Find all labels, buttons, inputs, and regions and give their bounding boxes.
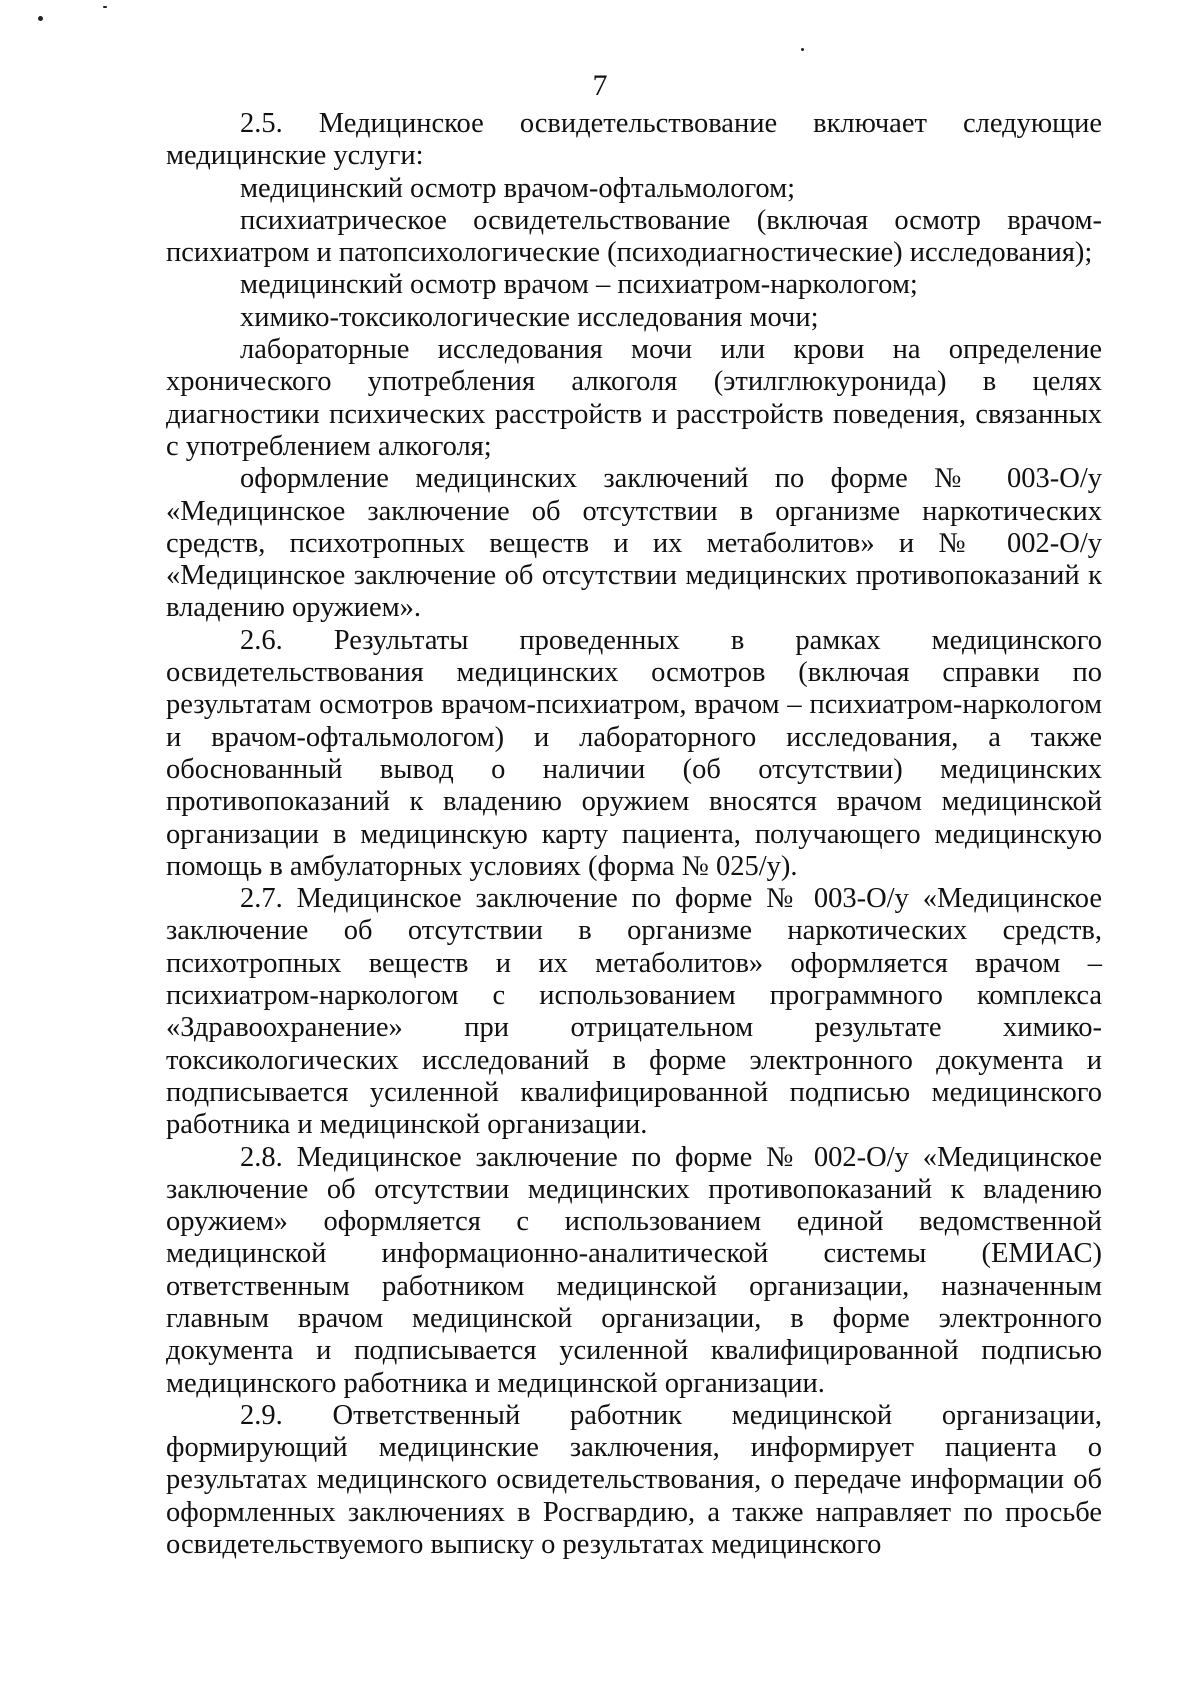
paragraph-2-7: 2.7. Медицинское заключение по форме № 003-О/у «Медицинское заключение об отсутствии в организме наркотических средств, психотропных веществ и их метаболитов» оформляется врачом – психиатром-наркологом с использованием программного комплекса «Здравоохранение» при отрицательном результате химико-токсикологических исследований в форме электронного документа и подписывается усиленной квалифицированной подписью медицинского работника и медицинской организации. (166, 883, 1102, 1141)
page-number: 7 (592, 69, 608, 102)
scan-speck (801, 48, 804, 51)
list-item-psychiatric-exam: психиатрическое освидетельствование (включая осмотр врачом-психиатром и патопсихологические (психодиагностические) исследования); (166, 204, 1102, 269)
paragraph-2-6: 2.6. Результаты проведенных в рамках медицинского освидетельствования медицинских осмотров (включая справки по результатам осмотров врачом-психиатром, врачом – психиатром-наркологом и врачом-офтальмологом) и лабораторного исследования, а также обоснованный вывод о наличии (об отсутствии) медицинских противопоказаний к владению оружием вносятся врачом медицинской организации в медицинскую карту пациента, получающего медицинскую помощь в амбулаторных условиях (форма № 025/у). (166, 624, 1102, 882)
scan-speck (38, 16, 43, 21)
list-item-urine-toxicology: химико-токсикологические исследования мочи; (240, 301, 819, 333)
document-body (166, 108, 1102, 1561)
list-item-certificates: оформление медицинских заключений по форме № 003-О/у «Медицинское заключение об отсутствии в организме наркотических средств, психотропных веществ и их метаболитов» и № 002-О/у «Медицинское заключение об отсутствии медицинских противопоказаний к владению оружием». (166, 463, 1102, 624)
paragraph-2-9: 2.9. Ответственный работник медицинской организации, формирующий медицинские заключения, информирует пациента о результатах медицинского освидетельствования, о передаче информации об оформленных заключениях в Росгвардию, а также направляет по просьбе освидетельствуемого выписку о результатах медицинского (166, 1399, 1102, 1561)
list-item-ophthalmologist-exam: медицинский осмотр врачом-офтальмологом; (240, 172, 796, 204)
paragraph-2-5: 2.5. Медицинское освидетельствование включает следующие медицинские услуги: (166, 108, 1102, 172)
list-item-narcologist-exam: медицинский осмотр врачом – психиатром-наркологом; (240, 269, 918, 301)
paragraph-2-8: 2.8. Медицинское заключение по форме № 002-О/у «Медицинское заключение об отсутствии медицинских противопоказаний к владению оружием» оформляется с использованием единой ведомственной медицинской информационно-аналитической системы (ЕМИАС) ответственным работником медицинской организации, назначенным главным врачом медицинской организации, в форме электронного документа и подписывается усиленной квалифицированной подписью медицинского работника и медицинской организации. (166, 1141, 1102, 1399)
scan-speck (103, 6, 107, 8)
list-item-lab-tests: лабораторные исследования мочи или крови на определение хронического употребления алкоголя (этилглюкуронида) в целях диагностики психических расстройств и расстройств поведения, связанных с употреблением алкоголя; (166, 334, 1102, 462)
